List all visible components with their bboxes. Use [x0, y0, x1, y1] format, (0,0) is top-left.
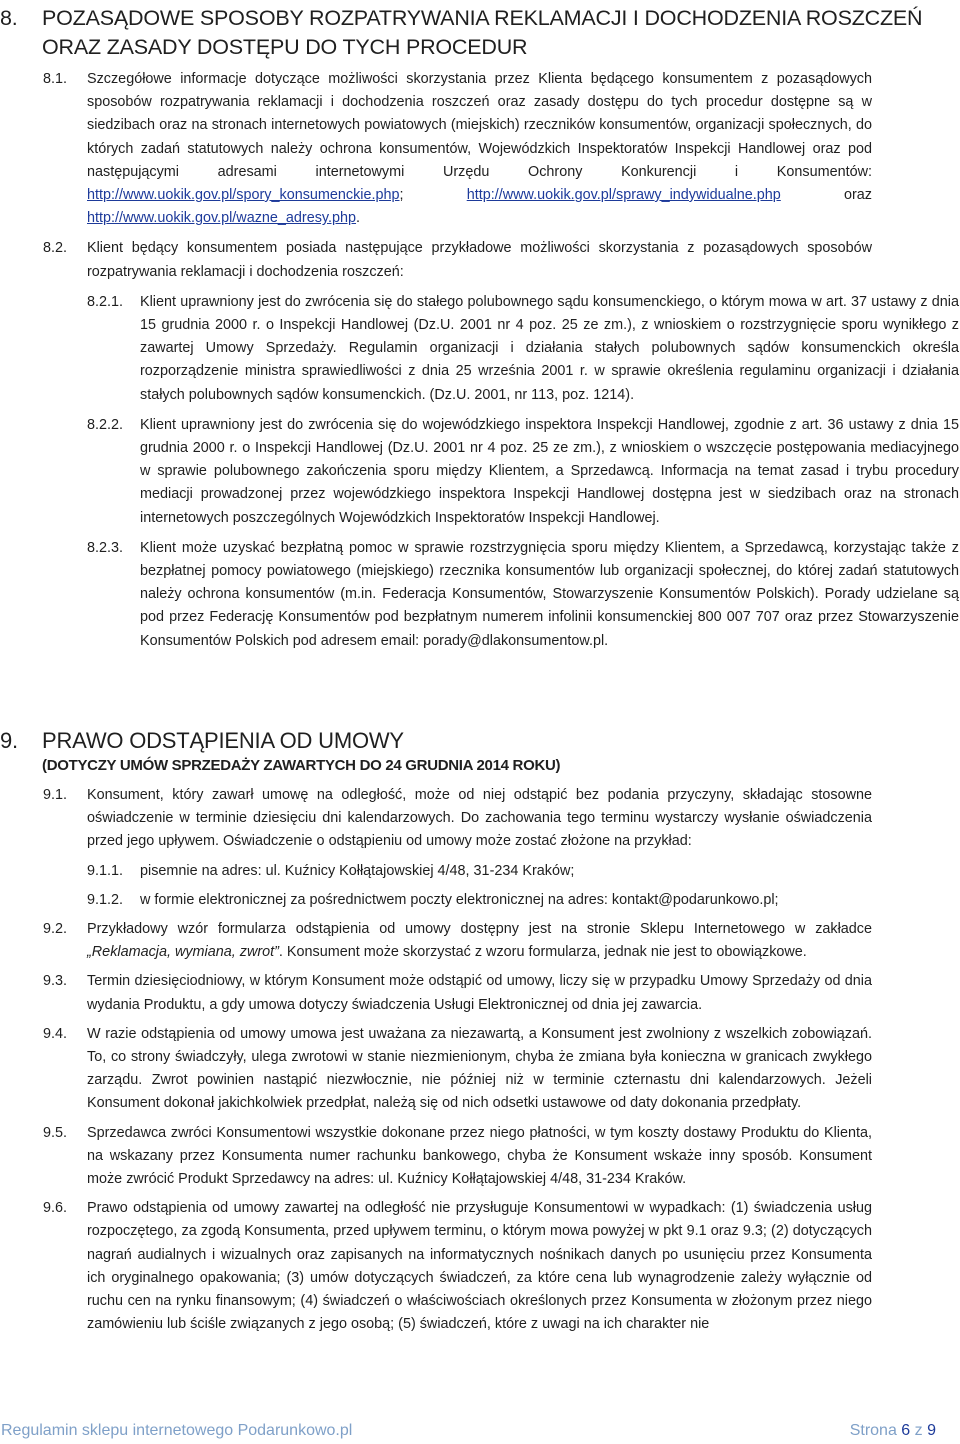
paragraph-text: w formie elektronicznej za pośrednictwem poczty elektronicznej na adres: kontakt@podarunkowo.pl;	[140, 891, 779, 908]
separator: oraz	[780, 187, 873, 204]
page-separator: z	[910, 1422, 928, 1439]
section-8-body	[0, 68, 960, 653]
section-9-title: PRAWO ODSTĄPIENIA OD UMOWY	[42, 728, 404, 753]
paragraph-text: Przykładowy wzór formularza odstąpienia od umowy dostępny jest na stronie Sklepu Internetowego w zakładce	[87, 921, 872, 938]
separator: .	[356, 210, 361, 227]
paragraph-number: 9.1.2.	[87, 891, 124, 908]
paragraph-8-2-3	[0, 537, 960, 653]
section-9	[0, 726, 960, 774]
page-footer	[0, 1420, 960, 1444]
paragraph-9-2	[0, 918, 872, 964]
section-9-number: 9.	[0, 728, 18, 753]
paragraph-number: 9.1.1.	[87, 862, 124, 879]
paragraph-text: . Konsument może skorzystać z wzoru formularza, jednak nie jest to obowiązkowe.	[278, 944, 807, 961]
paragraph-text: Sprzedawca zwróci Konsumentowi wszystkie dokonane przez niego płatności, w tym koszty dostawy Produktu do Klienta, na wskazany przez Konsumenta numer rachunku bankowego, chyba że Konsument wskaże inny sposób. Konsument może zwrócić Produkt Sprzedawcy na adres: ul. Kuźnicy Kołłątajowskiej 4/48, 31-234 Kraków.	[87, 1124, 872, 1188]
paragraph-8-2-1	[0, 291, 960, 407]
page-label: Strona	[849, 1422, 902, 1439]
paragraph-text: Klient będący konsumentem posiada następujące przykładowe możliwości skorzystania z pozasądowych sposobów rozpatrywania reklamacji i dochodzenia roszczeń:	[87, 240, 872, 280]
paragraph-number: 8.1.	[43, 71, 68, 87]
footer-page-number	[850, 1422, 936, 1440]
paragraph-text: Klient uprawniony jest do zwrócenia się do stałego polubownego sądu konsumenckiego, o którym mowa w art. 37 ustawy z dnia 15 grudnia 2000 r. o Inspekcji Handlowej (Dz.U. 2001 nr 4 poz. 25 ze zm.), z wnioskiem o rozstrzygnięcie sporu wynikłego z zawartej Umowy Sprzedaży. Regulamin organizacji i działania stałych polubownych sądów konsumenckich określa rozporządzenie ministra sprawiedliwości z dnia 25 września 2001 r. w sprawie określenia regulaminu organizacji i działania stałych polubownych sądów konsumenckich. (Dz.U. 2001, nr 113, poz. 1214).	[140, 293, 959, 403]
paragraph-8-2	[0, 237, 872, 283]
paragraph-text: pisemnie na adres: ul. Kuźnicy Kołłątajowskiej 4/48, 31-234 Kraków;	[140, 862, 575, 879]
paragraph-text: Klient uprawniony jest do zwrócenia się do wojewódzkiego inspektora Inspekcji Handlowej, zgodnie z art. 36 ustawy z dnia 15 grudnia 2000 r. o Inspekcji Handlowej (Dz.U. 2001 nr 4 poz. 25 ze zm.), z wnioskiem o wszczęcie postępowania mediacyjnego w sprawie polubownego zakończenia sporu między Klientem, a Sprzedawcą. Informacja na temat zasad i trybu procedury mediacji prowadzonej przez wojewódzkiego inspektora Inspekcji Handlowej dostępna jest w siedzibach oraz na stronach internetowych poszczególnych Wojewódzkich Inspektoratów Inspekcji Handlowej.	[140, 416, 959, 526]
paragraph-italic: „Reklamacja, wymiana, zwrot”	[87, 944, 279, 961]
page-current: 6	[901, 1422, 911, 1439]
paragraph-number: 8.2.3.	[87, 539, 124, 556]
paragraph-9-4	[0, 1023, 872, 1116]
paragraph-number: 8.2.2.	[87, 416, 124, 433]
footer-document-title: Regulamin sklepu internetowego Podarunkowo.pl	[1, 1422, 353, 1439]
paragraph-9-6	[0, 1197, 872, 1336]
paragraph-8-1	[0, 68, 872, 230]
paragraph-number: 9.1.	[43, 787, 68, 803]
paragraph-text: Szczegółowe informacje dotyczące możliwości skorzystania przez Klienta będącego konsumentem z pozasądowych sposobów rozpatrywania reklamacji i dochodzenia roszczeń oraz zasady dostępu do tych procedur dostępne są w siedzibach oraz na stronach internetowych powiatowych (miejskich) rzeczników konsumentów, organizacji społecznych, do których zadań statutowych należy ochrona konsumentów, Wojewódzkich Inspektoratów Inspekcji Handlowej oraz pod następującymi adresami internetowymi Urzędu Ochrony Konkurencji i Konsumentów:	[87, 71, 872, 180]
paragraph-9-3	[0, 970, 872, 1016]
paragraph-9-1-2	[0, 889, 960, 912]
paragraph-number: 9.6.	[43, 1200, 68, 1217]
paragraph-number: 9.5.	[43, 1124, 68, 1141]
uokik-spory-link[interactable]: http://www.uokik.gov.pl/spory_konsumenckie.php	[87, 187, 400, 204]
paragraph-9-1	[0, 784, 872, 854]
paragraph-text: W razie odstąpienia od umowy umowa jest uważana za niezawartą, a Konsument jest zwolniony z wszelkich zobowiązań. To, co strony świadczyły, ulega zwrotowi w stanie niezmienionym, chyba że zmiana była konieczna w granicach zwykłego zarządu. Zwrot powinien nastąpić niezwłocznie, nie później niż w terminie czternastu dni kalendarzowych. Jeżeli Konsument dokonał jakichkolwiek przedpłat, należą się od nich odsetki ustawowe od daty dokonania przedpłaty.	[87, 1025, 872, 1112]
paragraph-text: Konsument, który zawarł umowę na odległość, może od niej odstąpić bez podania przyczyny, składając stosowne oświadczenie w terminie dziesięciu dni kalendarzowych. Do zachowania tego terminu wystarczy wysłanie oświadczenia przed jego upływem. Oświadczenie o odstąpieniu od umowy może zostać złożone na przykład:	[87, 787, 872, 850]
section-9-heading	[0, 726, 960, 755]
section-8-number: 8.	[0, 6, 18, 30]
paragraph-number: 8.2.	[43, 240, 68, 257]
uokik-adresy-link[interactable]: http://www.uokik.gov.pl/wazne_adresy.php	[87, 210, 357, 227]
section-9-subtitle: (DOTYCZY UMÓW SPRZEDAŻY ZAWARTYCH DO 24 GRUDNIA 2014 ROKU)	[42, 757, 561, 774]
paragraph-8-2-2	[0, 414, 960, 530]
paragraph-text: Klient może uzyskać bezpłatną pomoc w sprawie rozstrzygnięcia sporu między Klientem, a Sprzedawcą, korzystając także z bezpłatnej pomocy powiatowego (miejskiego) rzecznika konsumentów lub organizacji społecznej, do której zadań statutowych należy ochrona konsumentów (m.in. Federacja Konsumentów, Stowarzyszenie Konsumentów Polskich). Porady udzielane są pod przez Federację Konsumentów pod bezpłatnym numerem infolinii konsumenckiej 800 007 707 oraz przez Stowarzyszenie Konsumentów Polskich pod adresem email: porady@dlakonsumentow.pl.	[140, 539, 959, 649]
paragraph-number: 9.2.	[43, 921, 68, 938]
page-total: 9	[927, 1422, 936, 1439]
paragraph-number: 9.4.	[43, 1025, 68, 1042]
section-9-body	[0, 784, 960, 1336]
paragraph-text: Termin dziesięciodniowy, w którym Konsument może odstąpić od umowy, liczy się w przypadku Umowy Sprzedaży od dnia wydania Produktu, a gdy umowa dotyczy świadczenia Usługi Elektronicznej od dnia jej zawarcia.	[87, 973, 872, 1013]
separator: ;	[399, 187, 467, 204]
paragraph-9-1-1	[0, 860, 960, 883]
section-8	[0, 4, 960, 62]
section-8-title: POZASĄDOWE SPOSOBY ROZPATRYWANIA REKLAMACJI I DOCHODZENIA ROSZCZEŃ ORAZ ZASADY DOSTĘPU DO TYCH PROCEDUR	[42, 6, 923, 59]
paragraph-text: Prawo odstąpienia od umowy zawartej na odległość nie przysługuje Konsumentowi w wypadkach: (1) świadczenia usług rozpoczętego, za zgodą Konsumenta, przed upływem terminu, o którym mowa powyżej w pkt 9.1 oraz 9.3; (2) dotyczących nagrań audialnych i wizualnych oraz zapisanych na informatycznych nośnikach danych po usunięciu przez Konsumenta ich oryginalnego opakowania; (3) umów dotyczących świadczeń, za które cena lub wynagrodzenie zależy wyłącznie od ruchu cen na rynku finansowym; (4) świadczeń o właściwościach określonych przez Konsumenta w złożonym przez niego zamówieniu lub ściśle związanych z jego osobą; (5) świadczeń, które z uwagi na ich charakter nie	[87, 1200, 872, 1333]
paragraph-number: 9.3.	[43, 973, 68, 990]
paragraph-9-5	[0, 1122, 872, 1192]
section-8-heading	[0, 4, 942, 62]
uokik-sprawy-link[interactable]: http://www.uokik.gov.pl/sprawy_indywidualne.php	[466, 187, 781, 204]
paragraph-number: 8.2.1.	[87, 293, 124, 310]
